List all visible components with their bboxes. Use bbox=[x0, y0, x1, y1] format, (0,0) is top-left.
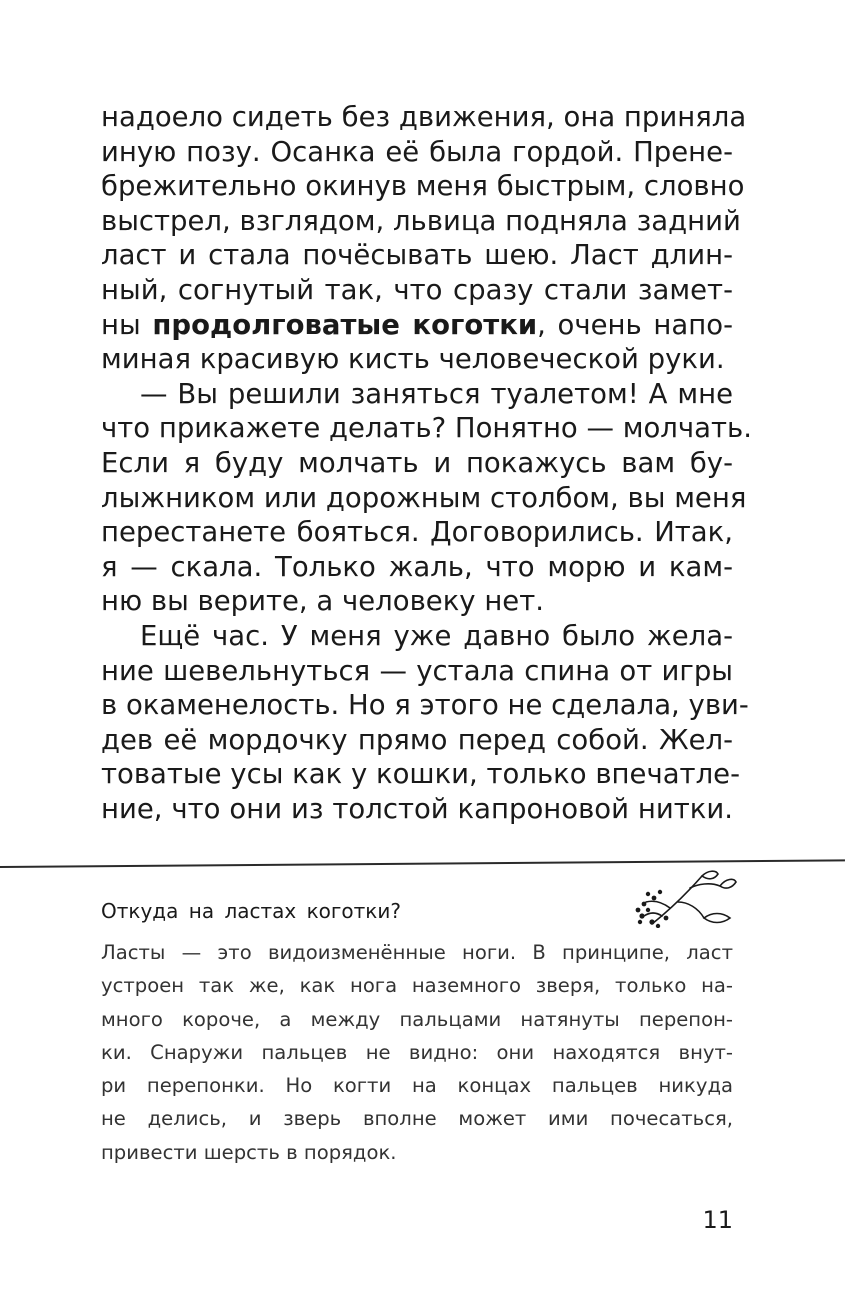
text-fragment: ны bbox=[101, 308, 141, 341]
text-line: миная красивую кисть человеческой руки. bbox=[101, 343, 725, 376]
text-line: ние шевельнуться — устала спина от игры bbox=[101, 654, 733, 687]
text-line: Если я буду молчать и покажусь вам бу- bbox=[101, 446, 733, 479]
text-line: дев её мордочку прямо перед собой. Жел- bbox=[101, 723, 733, 756]
text-line: перестанете бояться. Договорились. Итак, bbox=[101, 516, 733, 549]
main-text bbox=[101, 100, 752, 826]
text-line: ный, согнутый так, что сразу стали замет- bbox=[101, 273, 733, 306]
text-line: надоело сидеть без движения, она приняла bbox=[101, 101, 747, 133]
section-divider bbox=[0, 859, 845, 868]
text-line: ню вы верите, а человеку нет. bbox=[101, 585, 544, 618]
sidebar-line: не делись, и зверь вполне может ими почесаться, bbox=[101, 1107, 733, 1131]
text-line: ласт и стала почёсывать шею. Ласт длин- bbox=[101, 239, 733, 272]
text-line: иную позу. Осанка её была гордой. Прене- bbox=[101, 135, 733, 168]
sidebar-box bbox=[101, 896, 733, 1169]
bold-term: продолговатые коготки bbox=[152, 308, 538, 341]
text-line: ние, что они из толстой капроновой нитки. bbox=[101, 792, 733, 825]
text-line: лыжником или дорожным столбом, вы меня bbox=[101, 481, 747, 514]
sidebar-line: привести шерсть в порядок. bbox=[101, 1140, 397, 1164]
sidebar-line: Ласты — это видоизменённые ноги. В принципе, ласт bbox=[101, 941, 733, 964]
text-line: товатые усы как у кошки, только впечатле- bbox=[101, 758, 740, 791]
text-line: что прикажете делать? Понятно — молчать. bbox=[101, 412, 752, 445]
text-line: брежительно окинув меня быстрым, словно bbox=[101, 170, 745, 203]
text-line bbox=[101, 308, 733, 343]
text-line: я — скала. Только жаль, что морю и кам- bbox=[101, 550, 733, 583]
text-line: — Вы решили заняться туалетом! А мне bbox=[140, 377, 733, 410]
sidebar-line: ки. Снаружи пальцев не видно: они находятся внут- bbox=[101, 1040, 733, 1064]
text-fragment: , очень напо- bbox=[537, 308, 733, 341]
text-line: Ещё час. У меня уже давно было жела- bbox=[140, 619, 733, 652]
text-line: в окаменелость. Но я этого не сделала, уви- bbox=[101, 689, 749, 722]
sidebar-line: ри перепонки. Но когти на концах пальцев никуда bbox=[101, 1074, 733, 1098]
sidebar-title: Откуда на ластах коготки? bbox=[101, 899, 401, 923]
text-line: выстрел, взглядом, львица подняла задний bbox=[101, 204, 741, 237]
sidebar-line: устроен так же, как нога наземного зверя, только на- bbox=[101, 974, 733, 998]
sidebar-line: много короче, а между пальцами натянуты перепон- bbox=[101, 1007, 733, 1031]
page-number: 11 bbox=[702, 1206, 733, 1234]
sidebar-body bbox=[101, 936, 733, 1169]
